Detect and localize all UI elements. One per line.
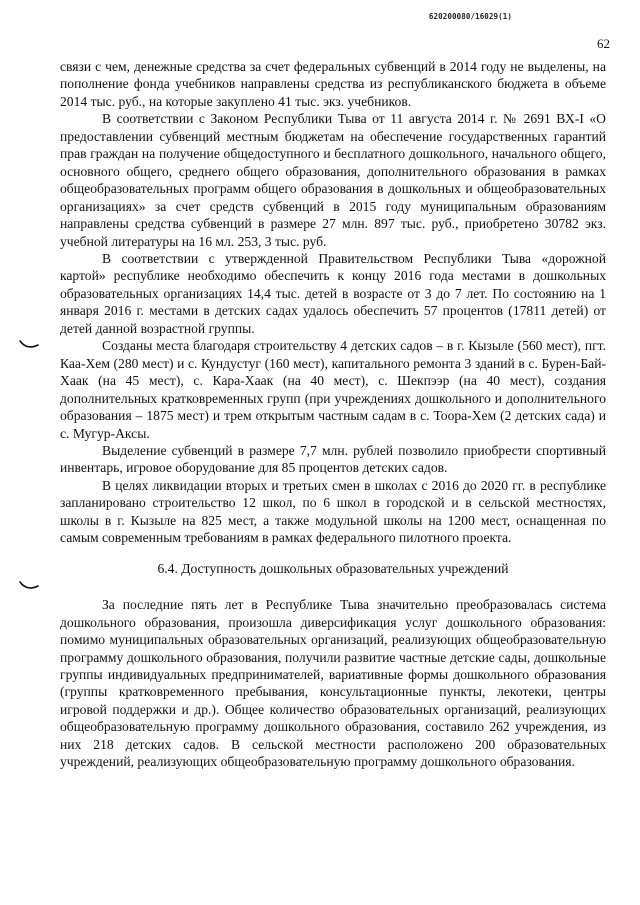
document-code: 620200080/16029(1) <box>428 12 512 21</box>
document-body <box>60 58 606 771</box>
paragraph-roadmap: В соответствии с утвержденной Правительством Республики Тыва «дорожной картой» республике необходимо обеспечить к концу 2016 года местами в дошкольных образовательных организациях 14,4 тыс. детей в возрасте от 3 до 7 лет. По состоянию на 1 января 2016 г. местами в детских садах удалось обеспечить 57 процентов (17811 детей) от детей данной возрастной группы. <box>60 250 606 336</box>
page-number: 62 <box>597 36 610 51</box>
paragraph-continuation: связи с чем, денежные средства за счет федеральных субвенций в 2014 году не выделены, на пополнение фонда учебников направлены средства из республиканского бюджета в объеме 2014 тыс. руб., на которые закуплено 41 тыс. экз. учебников. <box>60 59 606 109</box>
paragraph-subventions-law: В соответствии с Законом Республики Тыва от 11 августа 2014 г. № 2691 ВХ-I «О предоставлении субвенций местным бюджетам на обеспечение государственных гарантий прав граждан на получение общедоступного и бесплатного дошкольного, начального общего, основного общего, среднего общего образования, дополнительного образования в рамках общеобразовательных программ общего образования в дошкольных и общеобразовательных организациях» за счет средств субвенций в 2015 году муниципальным образованиям направлены средства субвенций в размере 27 млн. 897 тыс. руб., приобретено 30782 экз. учебной литературы на 16 мл. 253, 3 тыс. руб. <box>60 111 606 249</box>
paragraph-school-construction: В целях ликвидации вторых и третьих смен в школах с 2016 до 2020 гг. в республике запланировано строительство 12 школ, по 6 школ в городской и в сельской местностях, школы в г. Кызыле на 825 мест, а также модульной школы на 1200 мест, оснащенная по самым современным требованиям в рамках федерального пилотного проекта. <box>60 477 606 546</box>
paragraph-sports-equipment: Выделение субвенций в размере 7,7 млн. рублей позволило приобрести спортивный инвентарь, игровое оборудование для 85 процентов детских садов. <box>60 442 606 476</box>
paragraph-new-places: Созданы места благодаря строительству 4 детских садов – в г. Кызыле (560 мест), пгт. Каа-Хем (280 мест) и с. Кундустуг (160 мест), капитального ремонта 3 зданий в с. Бурен-Бай-Хаак (на 45 мест), с. Кара-Хаак (на 40 мест), с. Шекпээр (на 40 мест), создания дополнительных кратковременных групп (при учреждениях дошкольного и дополнительного образования – 1875 мест) и трем открытым частным садам в с. Тоора-Хем (2 детских сада) и с. Мугур-Аксы. <box>60 338 606 441</box>
paragraph-preschool-system: За последние пять лет в Республике Тыва значительно преобразовалась система дошкольного образования, произошла диверсификация услуг дошкольного образования: помимо муниципальных образовательных организаций, реализующих общеобразовательную программу дошкольного образования, получили развитие частные детские сады, дошкольные группы индивидуальных предпринимателей, вариативные формы дошкольного образования (группы кратковременного пребывания, консультационные пункты, лекотеки, центры игровой поддержки и др.). Общее количество образовательных организаций, реализующих общеобразовательную программу дошкольного образования, составило 262 учреждения, из них 218 детских садов. В сельской местности расположено 200 образовательных учреждений, реализующих общеобразовательную программу дошкольного образования. <box>60 597 606 770</box>
margin-mark-icon <box>18 338 40 350</box>
section-heading: 6.4. Доступность дошкольных образовательных учреждений <box>157 560 509 576</box>
margin-mark-icon <box>18 579 40 591</box>
